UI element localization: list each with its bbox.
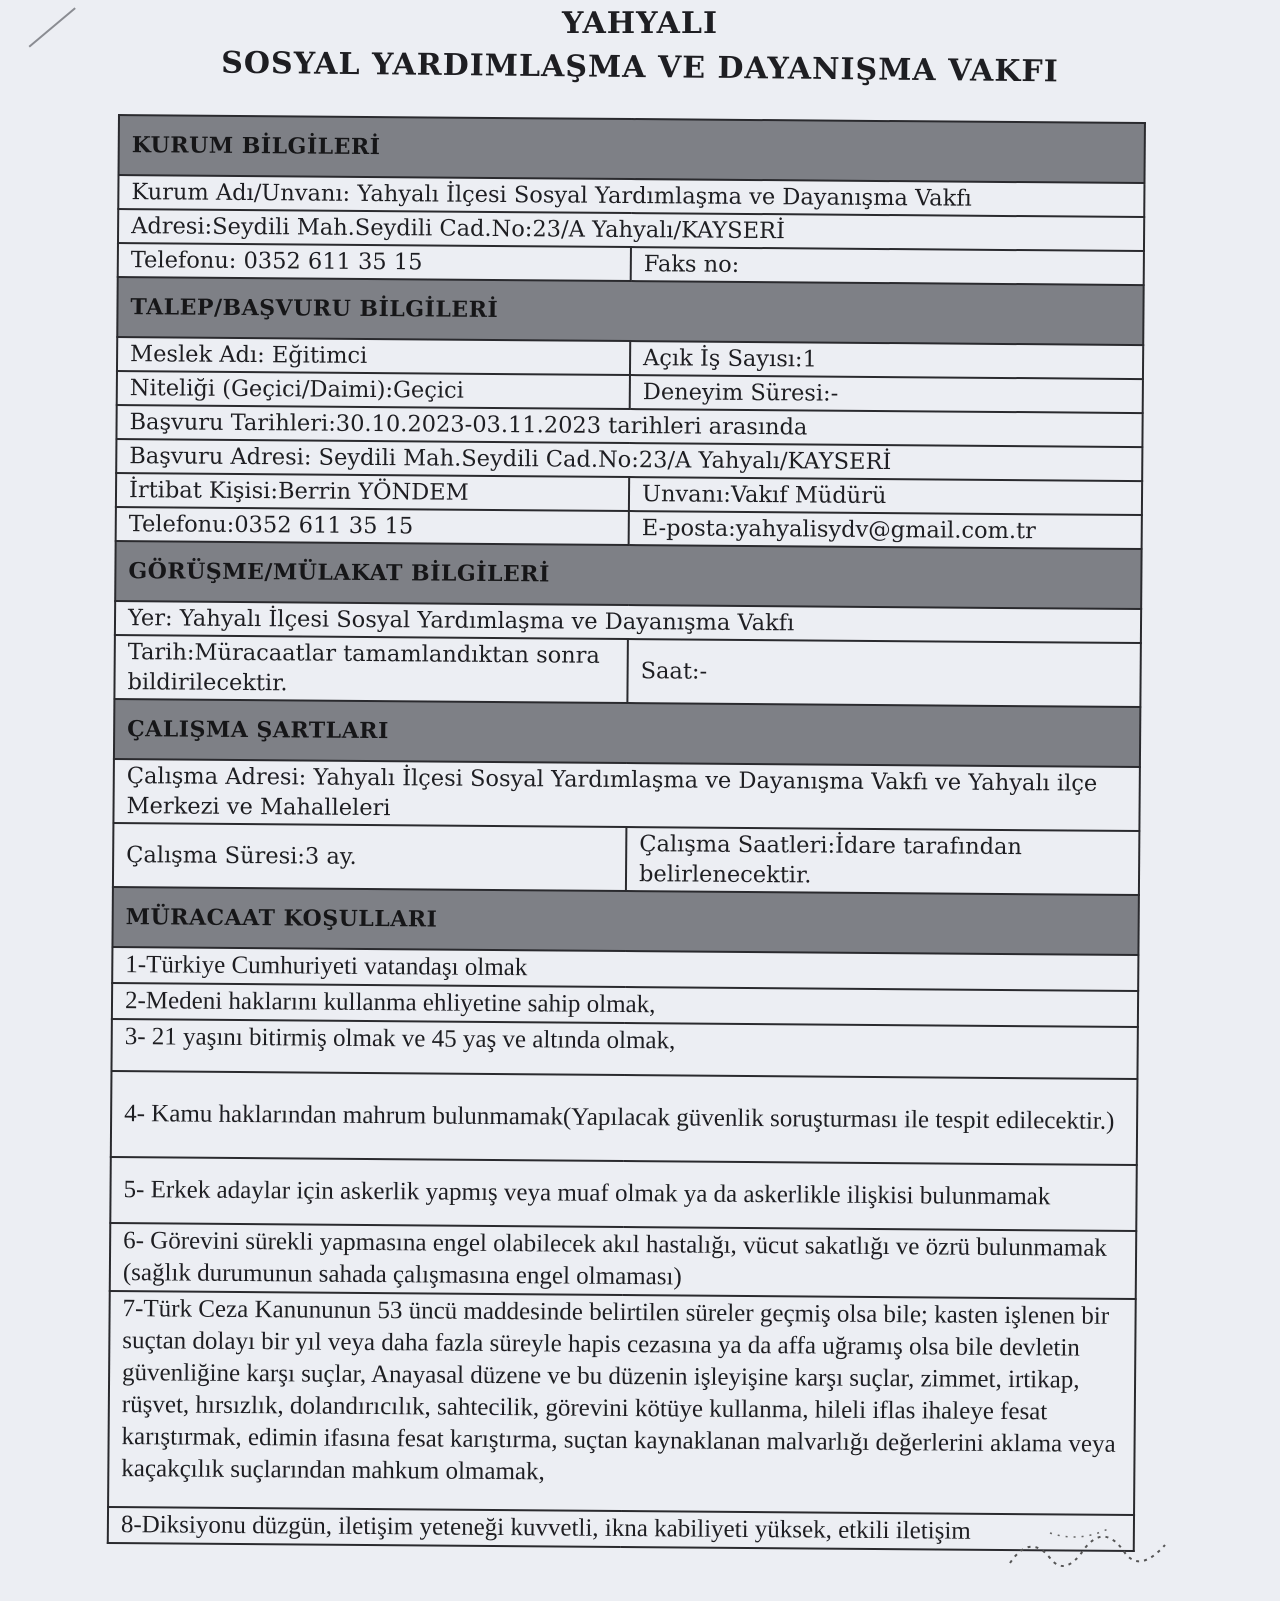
section-kurum-title: KURUM BİLGİLERİ [119, 115, 1145, 183]
header-line-2: SOSYAL YARDIMLAŞMA VE DAYANIŞMA VAKFI [221, 45, 1059, 90]
kurum-ad: Kurum Adı/Unvanı: Yahyalı İlçesi Sosyal Yardımlaşma ve Dayanışma Vakfı [118, 175, 1144, 217]
form-table [107, 114, 1146, 1552]
kurum-adres: Adresi:Seydili Mah.Seydili Cad.No:23/A Yahyalı/KAYSERİ [118, 209, 1144, 251]
section-talep-title: TALEP/BAŞVURU BİLGİLERİ [117, 277, 1143, 345]
application-form [107, 114, 1146, 1552]
condition-8: 8-Diksiyonu düzgün, iletişim yeteneği kuvvetli, ikna kabiliyeti yüksek, etkili iletişim [108, 1507, 1134, 1551]
signature-marks [990, 1503, 1190, 1593]
condition-3: 3- 21 yaşını bitirmiş olmak ve 45 yaş ve altında olmak, [111, 1019, 1137, 1079]
condition-4: 4- Kamu haklarından mahrum bulunmamak(Yapılacak güvenlik soruşturması ile tespit edilecektir.) [111, 1071, 1138, 1165]
calisma-sure: Çalışma Süresi:3 ay. [113, 823, 626, 891]
gorusme-tarih: Tarih:Müracaatlar tamamlandıktan sonra bildirilecektir. [114, 635, 627, 703]
talep-tarihler: Başvuru Tarihleri:30.10.2023-03.11.2023 tarihleri arasında [116, 405, 1142, 447]
talep-unvan: Unvanı:Vakıf Müdürü [629, 477, 1142, 515]
talep-deneyim: Deneyim Süresi:- [630, 375, 1143, 413]
kurum-telefon: Telefonu: 0352 611 35 15 [118, 243, 631, 281]
talep-acik-is: Açık İş Sayısı:1 [630, 341, 1143, 379]
gorusme-saat: Saat:- [627, 639, 1140, 707]
condition-5: 5- Erkek adaylar için askerlik yapmış veya muaf olmak ya da askerlikle ilişkisi bulunmamak [110, 1157, 1136, 1231]
section-muracaat-title: MÜRACAAT KOŞULLARI [112, 887, 1138, 955]
calisma-adres: Çalışma Adresi: Yahyalı İlçesi Sosyal Yardımlaşma ve Dayanışma Vakfı ve Yahyalı ilçe Merkezi ve Mahalleleri [113, 759, 1139, 831]
section-calisma-title: ÇALIŞMA ŞARTLARI [114, 699, 1140, 767]
talep-meslek: Meslek Adı: Eğitimci [117, 337, 630, 375]
condition-1: 1-Türkiye Cumhuriyeti vatandaşı olmak [112, 947, 1138, 991]
talep-adres: Başvuru Adresi: Seydili Mah.Seydili Cad.No:23/A Yahyalı/KAYSERİ [116, 439, 1142, 481]
talep-nitelik: Niteliği (Geçici/Daimi):Geçici [117, 371, 630, 409]
condition-7: 7-Türk Ceza Kanununun 53 üncü maddesinde belirtilen süreler geçmiş olsa bile; kasten işlenen bir suçtan dolayı bir yıl veya daha fazla süreyle hapis cezasına ya da affa uğramış olsa bile devletin güvenliğine karşı suçlar, Anayasal düzene ve bu düzenin işleyişine karşı suçlar, zimmet, irtikap, rüşvet, hırsızlık, dolandırıcılık, sahtecilik, görevini kötüye kullanma, hileli iflas ihaleye fesat karıştırmak, edimin ifasına fesat karıştırma, suçtan kaynaklanan malvarlığı değerlerini aklama veya kaçakçılık suçlarından mahkum olmamak, [108, 1291, 1136, 1515]
talep-telefon: Telefonu:0352 611 35 15 [116, 507, 629, 545]
gorusme-yer: Yer: Yahyalı İlçesi Sosyal Yardımlaşma ve Dayanışma Vakfı [115, 601, 1141, 643]
talep-eposta: E-posta:yahyalisydv@gmail.com.tr [629, 511, 1142, 549]
talep-irtibat: İrtibat Kişisi:Berrin YÖNDEM [116, 473, 629, 511]
condition-6: 6- Görevini sürekli yapmasına engel olabilecek akıl hastalığı, vücut sakatlığı ve özrü bulunmamak (sağlık durumunun sahada çalışmasına engel olmaması) [110, 1223, 1137, 1299]
kurum-faks: Faks no: [631, 247, 1144, 285]
header-line-1: YAHYALI [561, 6, 719, 41]
section-gorusme-title: GÖRÜŞME/MÜLAKAT BİLGİLERİ [115, 541, 1141, 609]
condition-2: 2-Medeni haklarını kullanma ehliyetine sahip olmak, [112, 983, 1138, 1027]
calisma-saatler: Çalışma Saatleri:İdare tarafından belirlenecektir. [626, 827, 1139, 895]
